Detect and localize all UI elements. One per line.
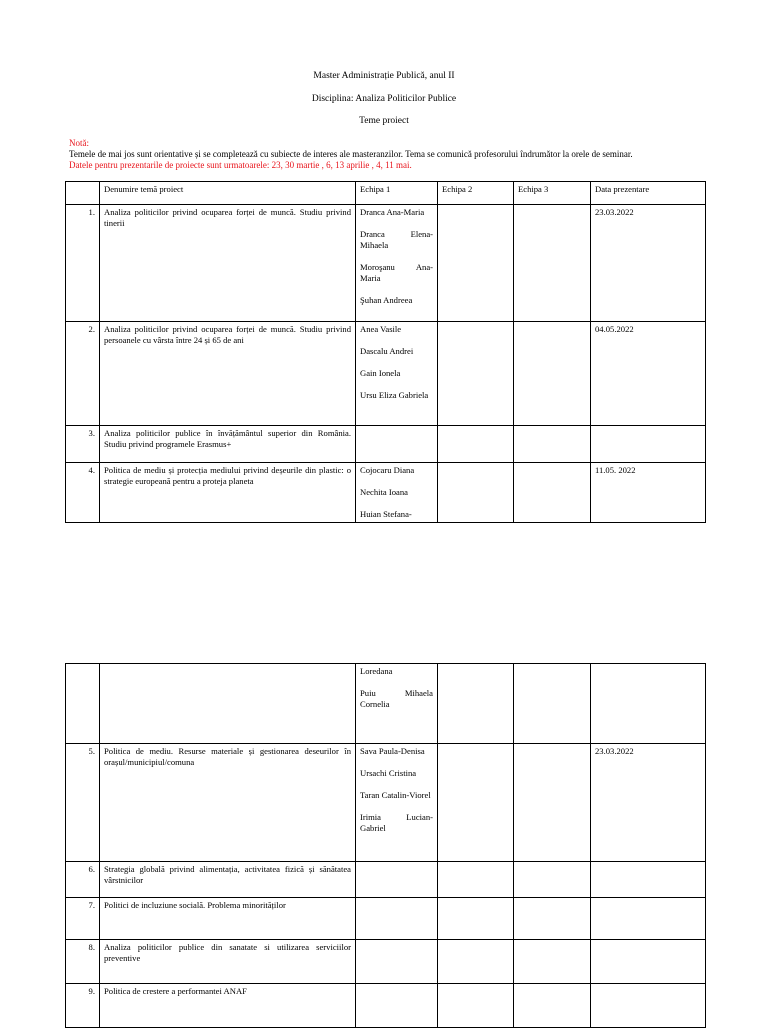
date-cell: 11.05. 2022 (591, 463, 706, 523)
team3-cell (514, 426, 591, 463)
team1-cell (356, 664, 438, 744)
row-number: 1. (66, 205, 100, 322)
team2-cell (438, 984, 514, 1028)
row-number: 3. (66, 426, 100, 463)
table-row (66, 940, 706, 984)
team-member: Sava Paula-Denisa (360, 746, 425, 756)
team1-cell (356, 898, 438, 940)
team1-cell (356, 862, 438, 898)
team-member: Huian Stefana- (360, 509, 412, 519)
row-number: 4. (66, 463, 100, 523)
note-text: Temele de mai jos sunt orientative și se completează cu subiecte de interes ale masteranzilor. Tema se comunică profesorului îndrumător la orele de seminar. (69, 149, 633, 159)
document-title: Master Administrație Publică, anul II (313, 71, 455, 81)
topic-cell (100, 664, 356, 744)
table-row (66, 322, 706, 426)
header-cell (66, 182, 100, 205)
topic-cell: Analiza politicilor privind ocuparea forței de muncă. Studiu privind tinerii (100, 205, 356, 322)
topic-cell: Politica de mediu. Resurse materiale și gestionarea deseurilor în orașul/municipiul/comuna (100, 744, 356, 862)
projects-table-continued (65, 663, 706, 1028)
header-cell: Echipa 2 (438, 182, 514, 205)
team3-cell (514, 940, 591, 984)
team1-cell (356, 205, 438, 322)
table-row (66, 984, 706, 1028)
row-number: 6. (66, 862, 100, 898)
row-number (66, 664, 100, 744)
table-header-row (66, 182, 706, 205)
row-number: 9. (66, 984, 100, 1028)
team2-cell (438, 862, 514, 898)
table-row (66, 205, 706, 322)
date-cell (591, 940, 706, 984)
team2-cell (438, 322, 514, 426)
team3-cell (514, 898, 591, 940)
team-member: Taran Catalin-Viorel (360, 790, 431, 800)
team-member: Loredana (360, 666, 393, 676)
team2-cell (438, 744, 514, 862)
presentation-dates: Datele pentru prezentarile de proiecte sunt urmatoarele: 23, 30 martie , 6, 13 aprilie , 4, 11 mai. (69, 160, 412, 170)
projects-table (65, 181, 706, 523)
date-cell (591, 898, 706, 940)
team1-cell (356, 744, 438, 862)
team3-cell (514, 862, 591, 898)
date-cell (591, 426, 706, 463)
topic-cell: Analiza politicilor publice în învățământul superior din România. Studiu privind programele Erasmus+ (100, 426, 356, 463)
team2-cell (438, 940, 514, 984)
team-member: Ursu Eliza Gabriela (360, 390, 429, 400)
team3-cell (514, 744, 591, 862)
topic-cell: Politica de crestere a performantei ANAF (100, 984, 356, 1028)
team-member: Gain Ionela (360, 368, 401, 378)
subtitle: Teme proiect (359, 116, 409, 126)
table-row (66, 426, 706, 463)
team3-cell (514, 205, 591, 322)
team3-cell (514, 664, 591, 744)
team-member: Irimia Lucian-Gabriel (360, 812, 433, 833)
team2-cell (438, 898, 514, 940)
team1-cell (356, 322, 438, 426)
table-row (66, 664, 706, 744)
table-row (66, 862, 706, 898)
team1-cell (356, 463, 438, 523)
team1-cell (356, 984, 438, 1028)
note-label: Notă: (69, 138, 89, 148)
team-member: Ursachi Cristina (360, 768, 417, 778)
team3-cell (514, 463, 591, 523)
topic-cell: Politica de mediu și protecția mediului privind deșeurile din plastic: o strategie europeană pentru a proteja planeta (100, 463, 356, 523)
topic-cell: Politici de incluziune socială. Problema minorităților (100, 898, 356, 940)
table-row (66, 744, 706, 862)
header-cell: Echipa 1 (356, 182, 438, 205)
header-cell: Echipa 3 (514, 182, 591, 205)
team2-cell (438, 664, 514, 744)
header-cell: Denumire temă proiect (100, 182, 356, 205)
topic-cell: Strategia globală privind alimentația, activitatea fizică și sănătatea vârstnicilor (100, 862, 356, 898)
row-number: 8. (66, 940, 100, 984)
team-member: Moroşanu Ana-Maria (360, 262, 433, 283)
date-cell (591, 664, 706, 744)
date-cell: 23.03.2022 (591, 205, 706, 322)
table-row (66, 898, 706, 940)
date-cell (591, 862, 706, 898)
team-member: Dranca Elena-Mihaela (360, 229, 433, 250)
topic-cell: Analiza politicilor publice din sanatate si utilizarea serviciilor preventive (100, 940, 356, 984)
team1-cell (356, 940, 438, 984)
date-cell: 04.05.2022 (591, 322, 706, 426)
row-number: 7. (66, 898, 100, 940)
topic-cell: Analiza politicilor privind ocuparea forței de muncă. Studiu privind persoanele cu vârsta între 24 și 65 de ani (100, 322, 356, 426)
date-cell (591, 984, 706, 1028)
row-number: 2. (66, 322, 100, 426)
header-cell: Data prezentare (591, 182, 706, 205)
team2-cell (438, 205, 514, 322)
team-member: Dranca Ana-Maria (360, 207, 425, 217)
team-member: Nechita Ioana (360, 487, 408, 497)
discipline-line: Disciplina: Analiza Politicilor Publice (311, 94, 457, 104)
team3-cell (514, 984, 591, 1028)
team-member: Dascalu Andrei (360, 346, 414, 356)
row-number: 5. (66, 744, 100, 862)
team-member: Cojocaru Diana (360, 465, 415, 475)
team1-cell (356, 426, 438, 463)
date-cell: 23.03.2022 (591, 744, 706, 862)
team-member: Anea Vasile (360, 324, 402, 334)
team-member: Puiu Mihaela Cornelia (360, 688, 433, 709)
team3-cell (514, 322, 591, 426)
team-member: Şuhan Andreea (360, 295, 413, 305)
team2-cell (438, 463, 514, 523)
table-row (66, 463, 706, 523)
team2-cell (438, 426, 514, 463)
